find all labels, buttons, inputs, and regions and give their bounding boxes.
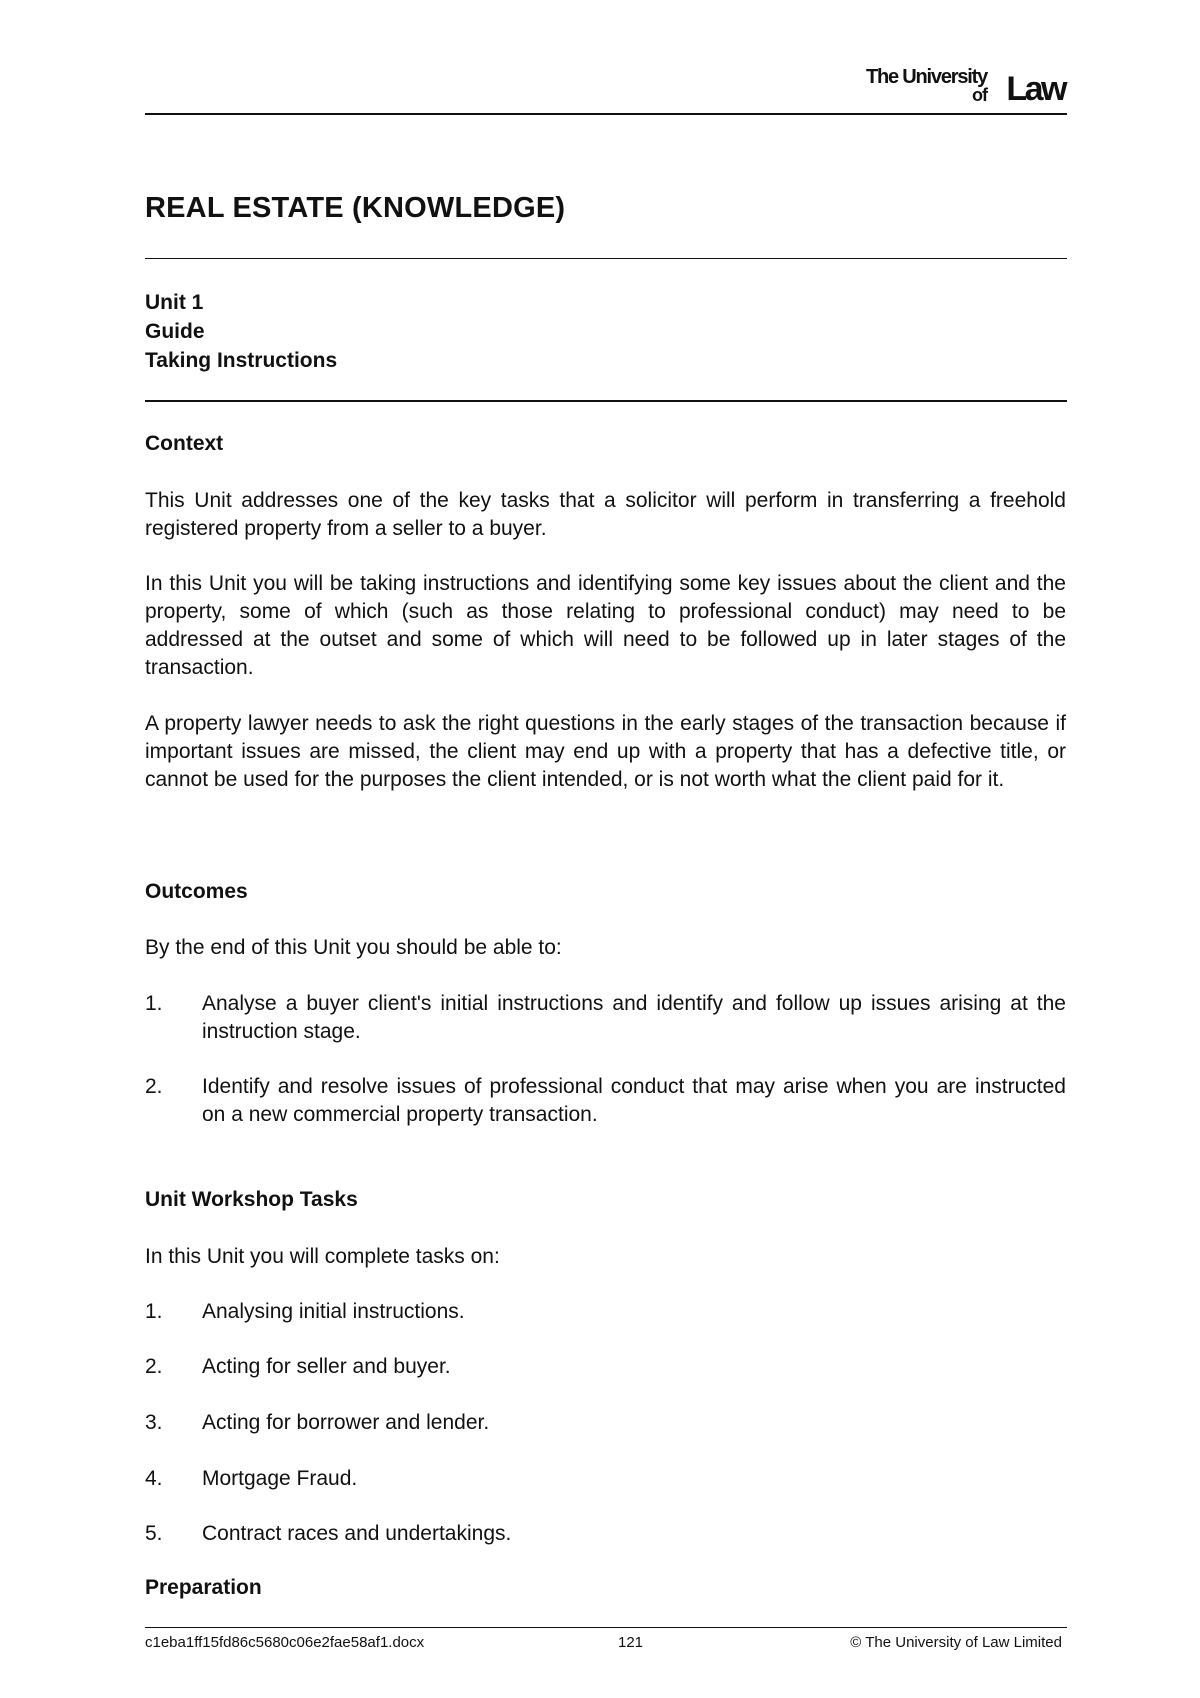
university-logo — [855, 66, 1065, 108]
footer-copyright: © The University of Law Limited — [850, 1634, 1062, 1651]
outcome-text: Identify and resolve issues of professional conduct that may arise when you are instructed on a new commercial property transaction. — [202, 1075, 1066, 1126]
task-text: Mortgage Fraud. — [202, 1467, 358, 1490]
task-text: Analysing initial instructions. — [202, 1300, 465, 1323]
title-rule — [145, 258, 1067, 259]
task-text: Contract races and undertakings. — [202, 1522, 512, 1545]
preparation-heading: Preparation — [145, 1576, 262, 1599]
page-title: REAL ESTATE (KNOWLEDGE) — [145, 192, 566, 224]
context-paragraph-1: This Unit addresses one of the key tasks that a solicitor will perform in transferring a freehold registered property from a seller to a buyer. — [145, 489, 1066, 540]
task-number: 3. — [145, 1411, 163, 1434]
logo-text-of: of — [972, 85, 987, 105]
footer-rule — [145, 1627, 1067, 1628]
outcome-number: 1. — [145, 992, 163, 1015]
outcome-item — [145, 990, 1066, 1046]
context-heading: Context — [145, 432, 224, 455]
tasks-intro: In this Unit you will complete tasks on: — [145, 1245, 500, 1268]
header-rule — [145, 113, 1067, 115]
outcome-item — [145, 1073, 1066, 1129]
context-paragraph-3: A property lawyer needs to ask the right questions in the early stages of the transaction because if important issues are missed, the client may end up with a property that has a defective title, or cannot be used for the purposes the client intended, or is not worth what the client paid for it. — [145, 712, 1066, 791]
outcomes-intro: By the end of this Unit you should be able to: — [145, 936, 562, 959]
tasks-heading: Unit Workshop Tasks — [145, 1188, 358, 1211]
task-text: Acting for borrower and lender. — [202, 1411, 490, 1434]
task-item — [145, 1298, 1066, 1326]
unit-info — [145, 288, 337, 375]
task-number: 2. — [145, 1355, 163, 1378]
unit-name: Taking Instructions — [145, 349, 338, 372]
task-item — [145, 1465, 1066, 1493]
task-number: 1. — [145, 1300, 163, 1323]
task-number: 5. — [145, 1522, 163, 1545]
task-item — [145, 1409, 1066, 1437]
task-item — [145, 1520, 1066, 1548]
task-number: 4. — [145, 1467, 163, 1490]
logo-text-university: The University — [865, 66, 987, 88]
footer-page-number: 121 — [618, 1634, 644, 1651]
outcome-text: Analyse a buyer client's initial instructions and identify and follow up issues arising at the instruction stage. — [202, 992, 1066, 1043]
logo-text-law: Law — [1006, 70, 1065, 108]
footer-filename: c1eba1ff15fd86c5680c06e2fae58af1.docx — [145, 1634, 425, 1651]
task-text: Acting for seller and buyer. — [202, 1355, 451, 1378]
unit-type: Guide — [145, 320, 205, 343]
unit-rule — [145, 400, 1067, 402]
outcome-number: 2. — [145, 1075, 163, 1098]
context-paragraph-2: In this Unit you will be taking instructions and identifying some key issues about the client and the property, some of which (such as those relating to professional conduct) may need to be addressed at the outset and some of which will need to be followed up in later stages of the transaction. — [145, 572, 1066, 679]
outcomes-heading: Outcomes — [145, 880, 248, 903]
task-item — [145, 1353, 1066, 1381]
unit-number: Unit 1 — [145, 291, 204, 314]
